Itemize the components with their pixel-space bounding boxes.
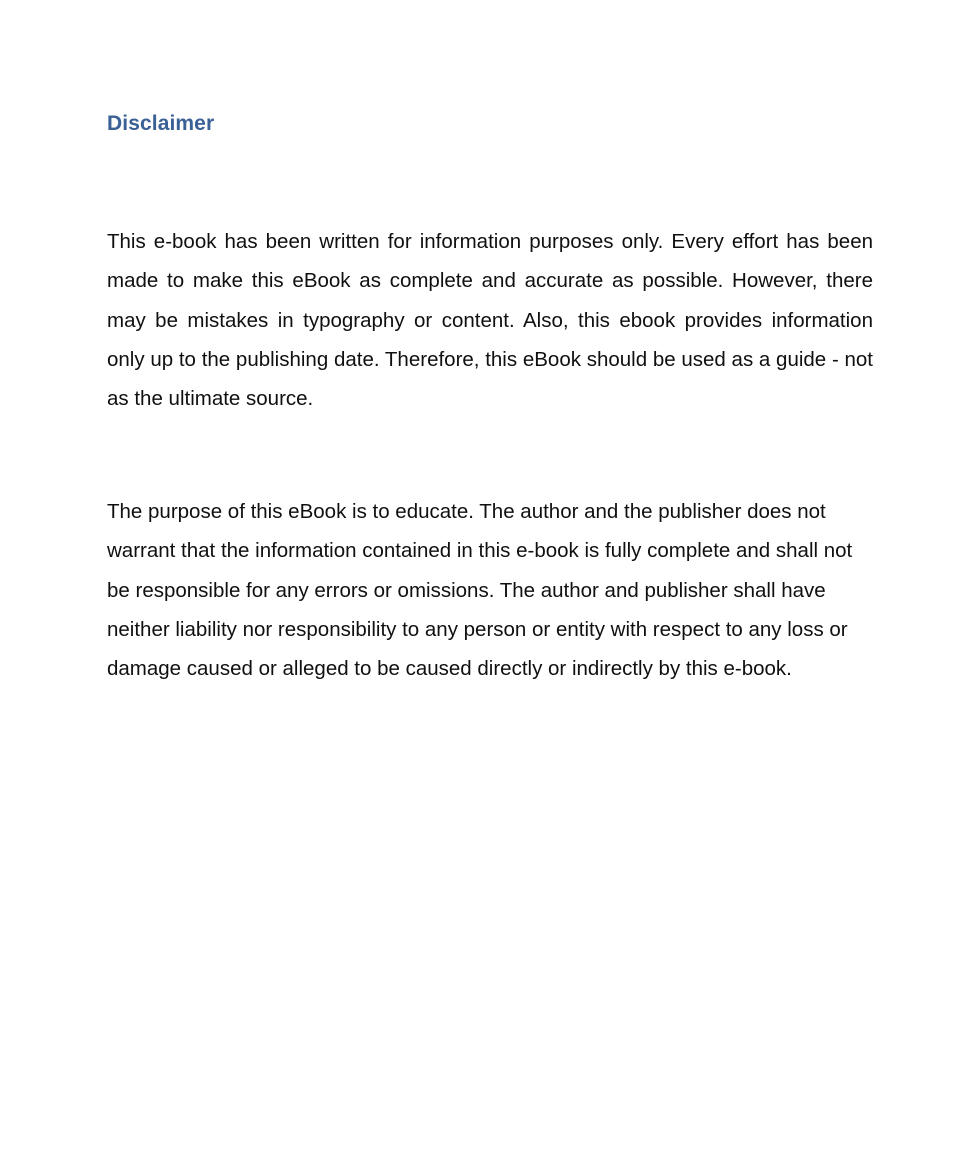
disclaimer-paragraph-2: The purpose of this eBook is to educate. The author and the publisher does not warrant that the information contained in this e-book is fully complete and shall not be responsible for any errors or omissions. The author and publisher shall have neither liability nor responsibility to any person or entity with respect to any loss or damage caused or alleged to be caused directly or indirectly by this e-book. [107,500,853,681]
disclaimer-paragraph-1: This e-book has been written for information purposes only. Every effort has been made to make this eBook as complete and accurate as possible. However, there may be mistakes in typography or content. Also, this ebook provides information only up to the publishing date. Therefore, this eBook should be used as a guide - not as the ultimate source. [107,230,873,411]
page-title: Disclaimer [107,112,215,135]
